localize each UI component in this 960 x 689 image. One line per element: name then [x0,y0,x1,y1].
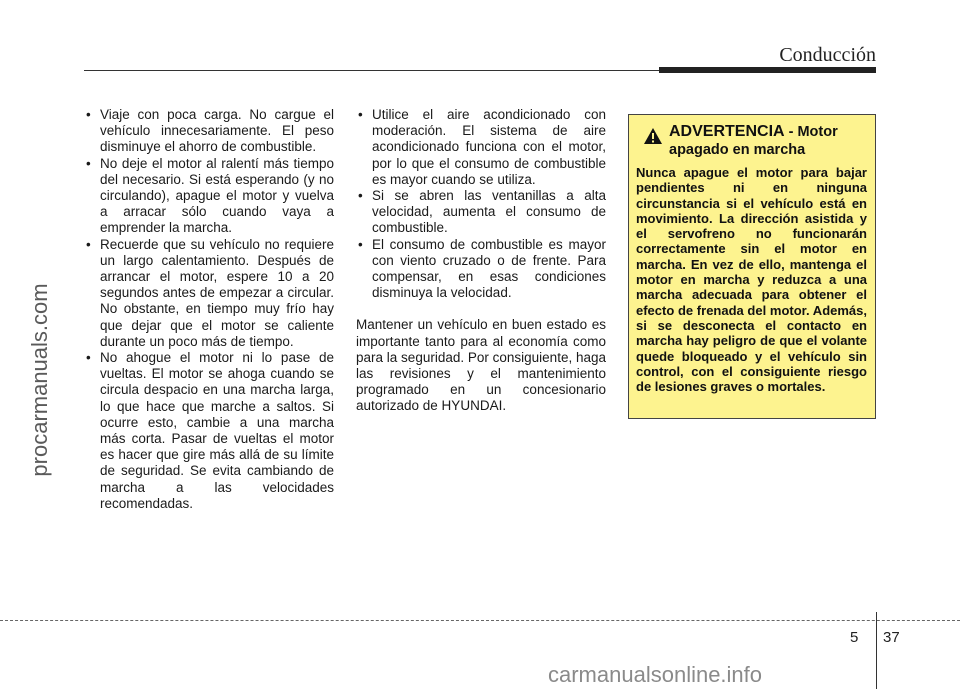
list-item: • Si se abren las ventanillas a alta velocidad, aumenta el consumo de combustible. [356,188,606,237]
warning-title-main: ADVERTENCIA [669,123,785,140]
warning-header [636,123,867,159]
bullet-list-2 [356,107,606,301]
bullet-list-1 [84,107,334,512]
section-title: Conducción [779,44,876,66]
watermark-bottom: carmanualsonline.info [548,662,763,687]
footer-dashed-line [0,620,960,621]
page-divider [876,612,877,689]
list-item: • Viaje con poca carga. No cargue el vehículo innecesariamente. El peso disminuye el ahorro de combustible. [84,107,334,156]
column-1 [84,107,334,512]
warning-triangle-icon [643,127,663,145]
column-2 [356,107,606,415]
warning-box [628,114,876,419]
list-item: • Utilice el aire acondicionado con moderación. El sistema de aire acondicionado funciona con el motor, por lo que el consumo de combustible es mayor cuando se utiliza. [356,107,606,188]
list-item: • Recuerde que su vehículo no requiere un largo calentamiento. Después de arrancar el motor, espere 10 a 20 segundos antes de empezar a circular. No obstante, en tiempo muy frío hay que dejar que el motor se caliente durante un poco más de tiempo. [84,237,334,350]
page-number: 37 [883,629,900,646]
warning-title [669,123,867,159]
list-item: • No ahogue el motor ni lo pase de vueltas. El motor se ahoga cuando se circula despacio en una marcha larga, lo que hace que marche a saltos. Si ocurre esto, cambie a una marcha más corta. Pasar de vueltas el motor es hacer que gire más allá de su límite de seguridad. Se evita cambiando de marcha a las velocidades recomendadas. [84,350,334,512]
list-item: • No deje el motor al ralentí más tiempo del necesario. Si está esperando (y no circulando), apague el motor y vuelva a arracar sólo cuando vaya a emprender la marcha. [84,156,334,237]
header-rule-thick [659,67,876,73]
maintenance-paragraph: Mantener un vehículo en buen estado es importante tanto para al economía como para la seguridad. Por consiguiente, haga las revisiones y el mantenimiento programado en un concesionario autorizado de HYUNDAI. [356,317,606,414]
watermark-left: procarmanuals.com [27,283,52,477]
header-rule-thin [84,70,659,71]
chapter-number: 5 [850,629,859,646]
list-item: • El consumo de combustible es mayor con viento cruzado o de frente. Para compensar, en esas condiciones disminuya la velocidad. [356,237,606,302]
warning-body: Nunca apague el motor para bajar pendientes ni en ninguna circunstancia si el vehículo está en movimiento. La dirección asistida y el servofreno no funcionarán correctamente sin el motor en marcha. En vez de ello, mantenga el motor en marcha y reduzca a una marcha adecuada para obtener el efecto de frenada del motor. Además, si se desconecta el contacto en marcha hay peligro de que el volante quede bloqueado y el vehículo sin control, con el consiguiente riesgo de lesiones graves o mortales. [636,165,867,395]
warning-title-sub: - Motor apagado en marcha [669,124,838,158]
